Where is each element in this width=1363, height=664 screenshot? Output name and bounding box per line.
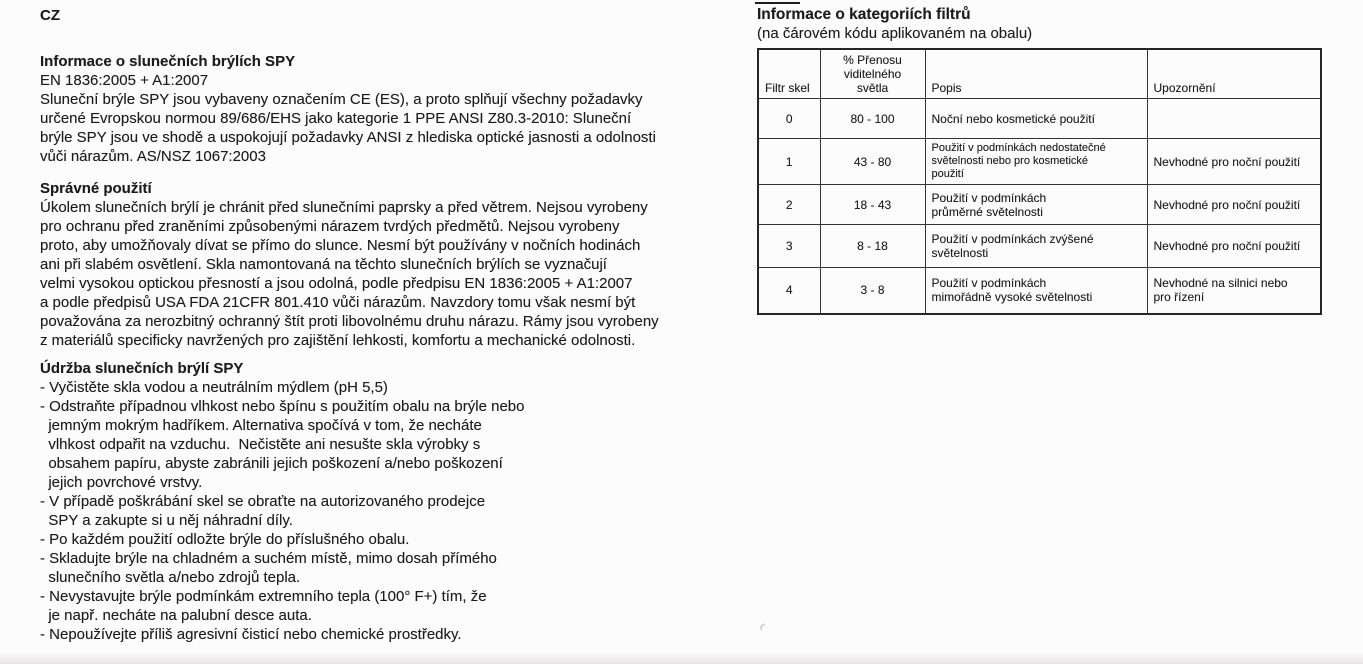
cell-upozorneni: Nevhodné pro noční použití — [1147, 225, 1321, 268]
cell-prenos: 8 - 18 — [820, 225, 925, 268]
table-row — [758, 185, 1321, 225]
cell-upozorneni: Nevhodné pro noční použití — [1147, 139, 1321, 185]
cell-prenos: 3 - 8 — [820, 268, 925, 314]
cell-upozorneni: Nevhodné pro noční použití — [1147, 185, 1321, 225]
cell-filtr: 4 — [758, 268, 820, 314]
col-header-popis: Popis — [925, 49, 1147, 99]
section-body-correct-use: Úkolem slunečních brýlí je chránit před slunečními paprsky a před větrem. Nejsou vyrobeny pro ochranu před zraněními způsobenými nárazem tvrdých předmětů. Nejsou vyrobeny proto, aby umožňovaly dívat se přímo do slunce. Nesmí být používány v nočních hodinách ani při slabém osvětlení. Skla namontovaná na těchto slunečních brýlích se vyznačují velmi vysokou optickou přesností a jsou odolná, podle předpisu EN 1836:2005 + A1:2007 a podle předpisů USA FDA 21CFR 801.410 vůči nárazům. Navzdory tomu však nesmí být považována za nerozbitný ochranný štít proti libovolnému druhu nárazu. Rámy jsou vyrobeny z materiálů specificky navržených pro zajištění lehkosti, komfortu a mechanické odolnosti. — [40, 199, 659, 349]
cell-popis: Použití v podmínkách průměrné světelnosti — [925, 185, 1147, 225]
cell-upozorneni — [1147, 99, 1321, 139]
scan-edge-shadow — [0, 651, 1363, 664]
cell-popis: Noční nebo kosmetické použití — [925, 99, 1147, 139]
cell-popis: Použití v podmínkách zvýšené světelnosti — [925, 225, 1147, 268]
table-row — [758, 99, 1321, 139]
col-header-filtr-skel: Filtr skel — [758, 49, 820, 99]
scan-artifact-line — [755, 2, 800, 4]
section-heading-correct-use: Správné použití — [40, 180, 152, 197]
col-header-prenos-svetla: % Přenosu viditelného světla — [820, 49, 925, 99]
cell-popis: Použití v podmínkách mimořádně vysoké světelnosti — [925, 268, 1147, 314]
section-body-maintenance: - Vyčistěte skla vodou a neutrálním mýdlem (pH 5,5) - Odstraňte případnou vlhkost nebo špínu s použitím obalu na brýle nebo jemným mokrým hadříkem. Alternativa spočívá v tom, že necháte vlhkost odpařit na vzduchu. Nečistěte ani nesušte skla výrobky s obsahem papíru, abyste zabránili jejich poškození a/nebo poškození jejich povrchové vrstvy. - V případě poškrábání skel se obraťte na autorizovaného prodejce SPY a zakupte si u něj náhradní díly. - Po každém použití odložte brýle do příslušného obalu. - Skladujte brýle na chladném a suchém místě, mimo dosah přímého slunečního světla a/nebo zdrojů tepla. - Nevystavujte brýle podmínkám extremního tepla (100° F+) tím, že je např. necháte na palubní desce auta. - Nepoužívejte příliš agresivní čisticí nebo chemické prostředky. — [40, 379, 525, 643]
cell-filtr: 1 — [758, 139, 820, 185]
cell-filtr: 2 — [758, 185, 820, 225]
section-heading-sunglasses-info: Informace o slunečních brýlích SPY — [40, 53, 296, 70]
cell-prenos: 18 - 43 — [820, 185, 925, 225]
table-header-row — [758, 49, 1321, 99]
section-body-sunglasses-info: EN 1836:2005 + A1:2007 Sluneční brýle SPY jsou vybaveny označením CE (ES), a proto splňují všechny požadavky určené Evropskou normou 89/686/EHS jako kategorie 1 PPE ANSI Z80.3-2010: Sluneční brýle SPY jsou ve shodě a uspokojují požadavky ANSI z hlediska optické jasnosti a odolnosti vůči nárazům. AS/NSZ 1067:2003 — [40, 72, 656, 165]
cell-popis: Použití v podmínkách nedostatečné světelnosti nebo pro kosmetické použití — [925, 139, 1147, 185]
table-row — [758, 225, 1321, 268]
filter-categories-subtitle: (na čárovém kódu aplikovaném na obalu) — [757, 25, 1033, 42]
section-sunglasses-info — [40, 52, 732, 166]
cell-prenos: 80 - 100 — [820, 99, 925, 139]
filter-categories-table — [757, 48, 1322, 315]
cell-upozorneni: Nevhodné na silnici nebo pro řízení — [1147, 268, 1321, 314]
col-header-upozorneni: Upozornění — [1147, 49, 1321, 99]
cell-filtr: 3 — [758, 225, 820, 268]
scan-artifact-mark — [759, 622, 773, 635]
section-heading-maintenance: Údržba slunečních brýlí SPY — [40, 360, 244, 377]
filter-categories-title: Informace o kategoriích filtrů — [757, 6, 971, 23]
section-correct-use — [40, 179, 732, 350]
cell-prenos: 43 - 80 — [820, 139, 925, 185]
cell-filtr: 0 — [758, 99, 820, 139]
language-code: CZ — [40, 7, 60, 24]
table-row — [758, 268, 1321, 314]
table-row — [758, 139, 1321, 185]
section-maintenance — [40, 359, 732, 644]
right-column — [757, 5, 1320, 315]
left-column — [40, 6, 732, 644]
